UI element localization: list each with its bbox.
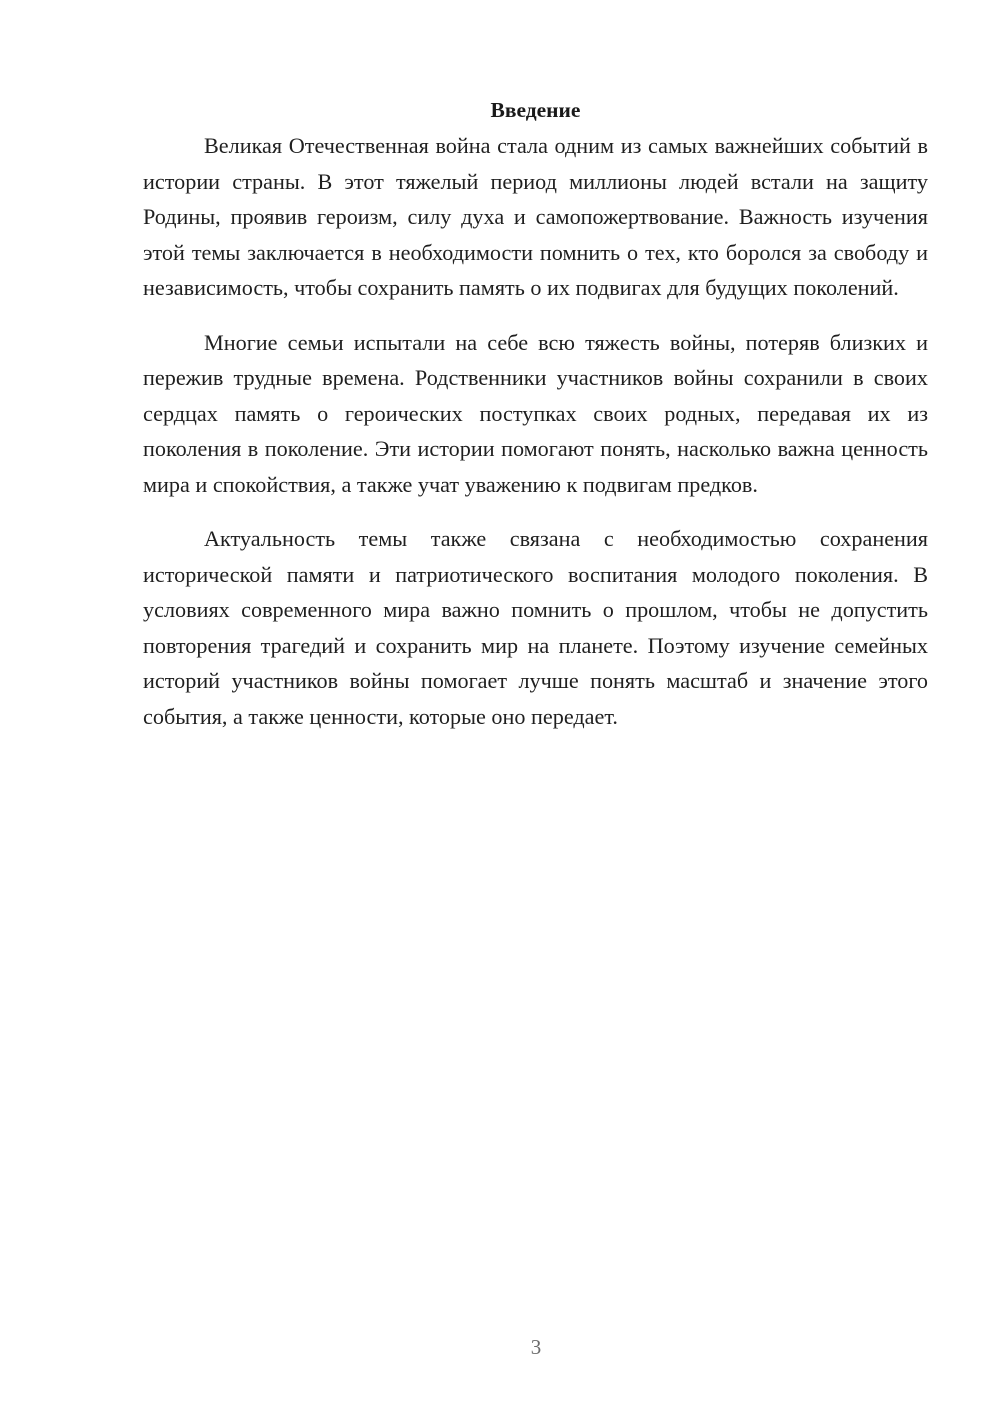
paragraph-2: Многие семьи испытали на себе всю тяжесть войны, потеряв близких и пережив трудные времена. Родственники участников войны сохранили в своих сердцах память о героических поступках своих родных, передавая их из поколения в поколение. Эти истории помогают понять, насколько важна ценность мира и спокойствия, а также учат уважению к подвигам предков. [143, 329, 928, 497]
paragraph-3: Актуальность темы также связана с необходимостью сохранения исторической памяти и патриотического воспитания молодого поколения. В условиях современного мира важно помнить о прошлом, чтобы не допустить повторения трагедий и сохранить мир на планете. Поэтому изучение семейных историй участников войны помогает лучше понять масштаб и значение этого события, а также ценности, которые оно передает. [143, 526, 928, 729]
page-content [143, 94, 928, 753]
page-number: 3 [530, 1335, 542, 1359]
section-heading: Введение [490, 98, 581, 122]
paragraph-1: Великая Отечественная война стала одним из самых важнейших событий в истории страны. В этот тяжелый период миллионы людей встали на защиту Родины, проявив героизм, силу духа и самопожертвование. Важность изучения этой темы заключается в необходимости помнить о тех, кто боролся за свободу и независимость, чтобы сохранить память о их подвигах для будущих поколений. [143, 133, 928, 300]
